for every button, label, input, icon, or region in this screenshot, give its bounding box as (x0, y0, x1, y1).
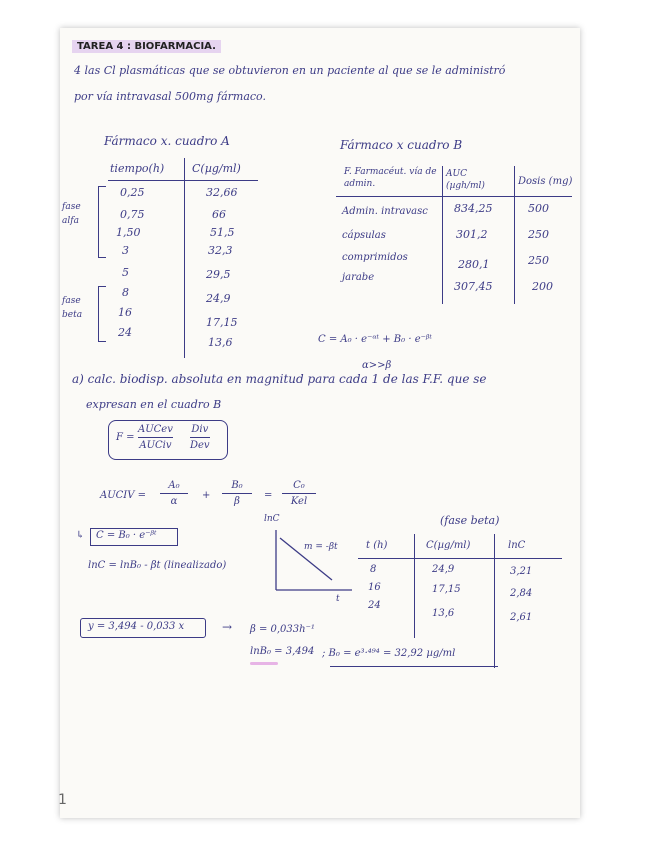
linearized-equation: lnC = lnB₀ - βt (linealizado) (88, 560, 227, 571)
lnb0-highlight (250, 662, 278, 665)
page-title: TAREA 4 : BIOFARMACIA. (72, 40, 221, 53)
formula-f-den1: AUCiv (139, 440, 172, 452)
table-b-header-auc: AUC (µgh/ml) (446, 169, 485, 191)
table-row: 0,75 (120, 208, 145, 221)
table-row: 29,5 (206, 268, 231, 281)
table-row: 834,25 (454, 202, 493, 215)
table-row: 8 (370, 564, 377, 575)
table-row: 16 (368, 582, 381, 593)
table-row: cápsulas (342, 230, 386, 241)
alfa-bracket (98, 186, 99, 258)
lnc-vs-t-graph (266, 524, 356, 598)
formula-auc-plus: + (202, 490, 211, 501)
table-row: 24 (368, 600, 381, 611)
formula-auc-num2: B₀ (231, 480, 243, 491)
alpha-beta-relation: α>>β (362, 360, 392, 371)
table-b-divider-1 (442, 166, 443, 304)
table-row: 51,5 (210, 226, 235, 239)
phase-alfa-label: fase alfa (62, 202, 81, 226)
formula-auc-eq: = (264, 490, 273, 501)
beta-table-header-rule (358, 558, 562, 559)
result-arrow: → (222, 620, 233, 634)
table-row: Admin. intravasc (342, 206, 428, 217)
table-row: 32,3 (208, 244, 233, 257)
table-b-divider-2 (514, 166, 515, 304)
table-row: 250 (528, 254, 549, 267)
page-number: 1 (58, 792, 67, 808)
table-row: 17,15 (432, 584, 461, 595)
beta-bracket-top (98, 286, 106, 287)
table-row: 280,1 (458, 258, 490, 271)
beta-table-header-lnc: lnC (508, 540, 526, 551)
formula-f-frac-dose (190, 424, 210, 451)
table-row: 307,45 (454, 280, 493, 293)
intro-line-1: 4 las Cl plasmáticas que se obtuvieron en un paciente al que se le administró (74, 64, 506, 77)
table-row: 8 (122, 286, 129, 299)
beta-table-header-t: t (h) (366, 540, 388, 551)
table-row: 3,21 (510, 566, 533, 577)
graph-x-label: t (336, 594, 340, 604)
table-row: 24,9 (206, 292, 231, 305)
beta-table-header-c: C(µg/ml) (426, 540, 471, 551)
formula-auc-den3: Kel (290, 496, 308, 508)
table-a-divider (184, 158, 185, 358)
formula-auc-den2: β (234, 496, 240, 508)
beta-bracket-bottom (98, 341, 106, 342)
beta-table-divider-2 (494, 534, 495, 668)
table-b-header-rule (336, 196, 572, 197)
table-row: 200 (532, 280, 553, 293)
table-row: 2,61 (510, 612, 533, 623)
boxed-equation: C = B₀ · e⁻ᵝᵗ (96, 530, 157, 541)
beta-bracket (98, 286, 99, 342)
table-row: comprimidos (342, 252, 408, 263)
table-b-header-dose: Dosis (mg) (518, 176, 573, 187)
table-row: 17,15 (206, 316, 238, 329)
beta-table-caption: (fase beta) (440, 514, 500, 527)
table-row: 5 (122, 266, 129, 279)
notebook-page (60, 28, 580, 818)
phase-beta-label: fase beta (62, 296, 83, 320)
b0-result: ; B₀ = e³·⁴⁹⁴ = 32,92 µg/ml (322, 648, 456, 659)
b0-underline (330, 666, 498, 667)
table-row: 0,25 (120, 186, 145, 199)
question-a-line-1: a) calc. biodisp. absoluta en magnitud para cada 1 de las F.F. que se (72, 372, 487, 386)
table-row: 250 (528, 228, 549, 241)
table-a-header-rule (108, 180, 258, 181)
formula-f-frac-auc (138, 424, 173, 451)
table-row: 16 (118, 306, 132, 319)
sub-arrow: ↳ (76, 530, 85, 541)
formula-auc-frac-a (160, 480, 188, 507)
table-row: 500 (528, 202, 549, 215)
table-row: 301,2 (456, 228, 488, 241)
table-row: 1,50 (116, 226, 141, 239)
table-row: jarabe (342, 272, 375, 283)
graph-y-label: lnC (264, 514, 280, 524)
formula-auc-den1: α (170, 496, 178, 508)
lnb0-result: lnB₀ = 3,494 (250, 646, 315, 657)
formula-auc-frac-b (222, 480, 252, 507)
table-row: 66 (212, 208, 226, 221)
formula-auc-num1: A₀ (168, 480, 180, 491)
table-row: 24 (118, 326, 132, 339)
table-row: 32,66 (206, 186, 238, 199)
alfa-bracket-bottom (98, 257, 106, 258)
table-row: 13,6 (432, 608, 455, 619)
beta-table-divider-1 (414, 534, 415, 638)
table-a-header-conc: C(µg/ml) (192, 162, 241, 175)
table-row: 2,84 (510, 588, 533, 599)
formula-f-num1: AUCev (138, 424, 173, 435)
table-row: 24,9 (432, 564, 455, 575)
alfa-bracket-top (98, 186, 106, 187)
graph-slope-label: m = -βt (304, 542, 338, 552)
model-equation: C = A₀ · e⁻ᵅᵗ + B₀ · e⁻ᵝᵗ (318, 334, 432, 345)
formula-auc-num3: C₀ (293, 480, 305, 491)
formula-auc-lhs: AUCIV = (100, 490, 147, 501)
table-a-caption: Fármaco x. cuadro A (104, 134, 230, 148)
regression-equation: y = 3,494 - 0,033 x (88, 621, 185, 632)
question-a-line-2: expresan en el cuadro B (86, 398, 222, 411)
formula-f-den2: Dev (190, 440, 210, 452)
table-b-header-form: F. Farmacéut. vía de admin. (344, 167, 437, 189)
table-a-header-time: tiempo(h) (110, 162, 165, 175)
table-row: 3 (122, 244, 129, 257)
formula-f-num2: Div (191, 424, 209, 435)
intro-line-2: por vía intravasal 500mg fármaco. (74, 90, 266, 103)
table-b-caption: Fármaco x cuadro B (340, 138, 463, 152)
formula-f-lhs: F = (116, 432, 135, 443)
formula-auc-frac-c (282, 480, 316, 507)
table-row: 13,6 (208, 336, 233, 349)
beta-result: β = 0,033h⁻¹ (250, 624, 315, 635)
